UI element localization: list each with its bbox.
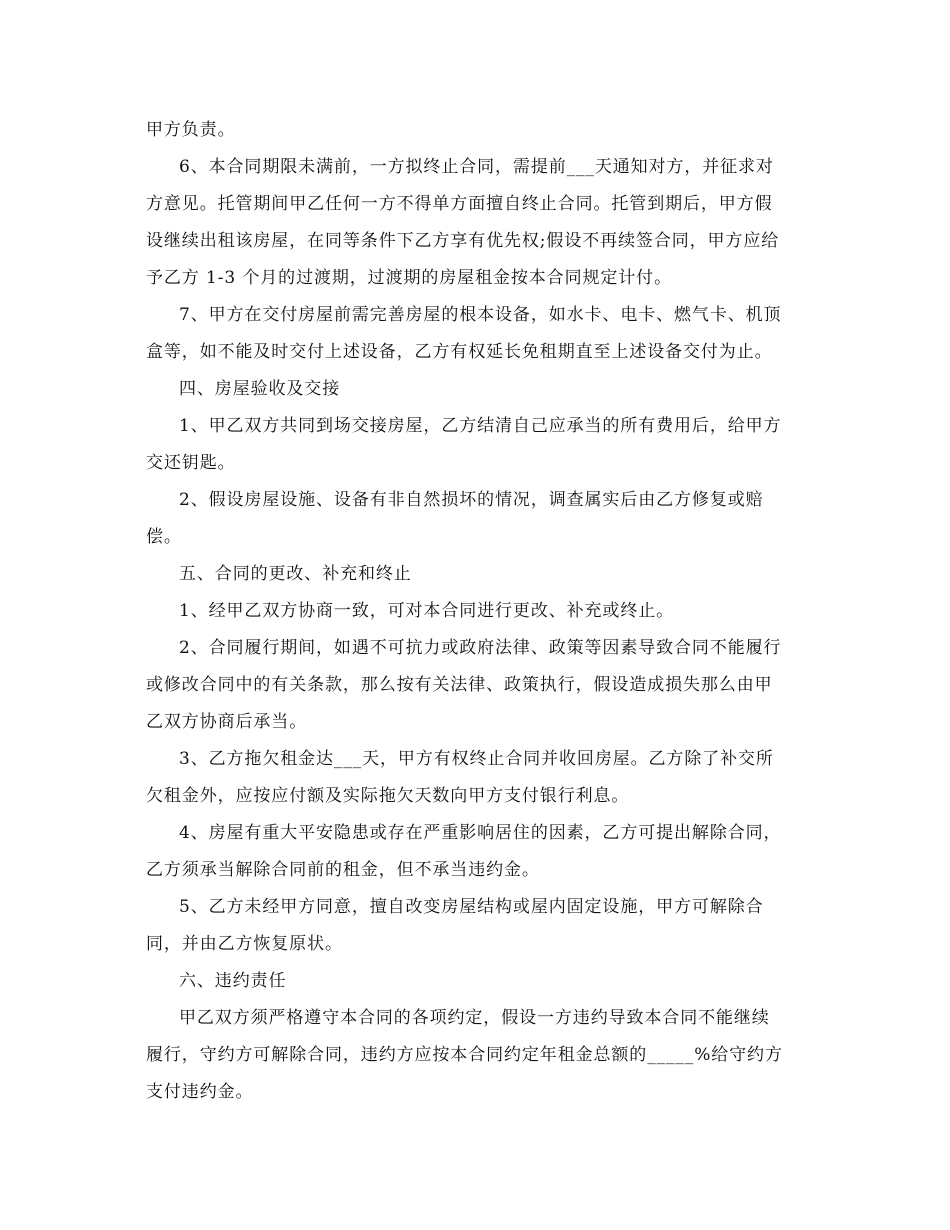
text-line: 甲方负责。: [146, 120, 236, 140]
text-line: 交还钥匙。: [146, 453, 236, 473]
text-line: 支付违约金。: [146, 1082, 254, 1102]
text-line: 7、甲方在交付房屋前需完善房屋的根本设备，如水卡、电卡、燃气卡、机顶: [179, 305, 782, 325]
text-line: 6、本合同期限未满前，一方拟终止合同，需提前___天通知对方，并征求对: [179, 157, 774, 177]
text-line: 或修改合同中的有关条款，那么按有关法律、政策执行，假设造成损失那么由甲: [146, 675, 773, 695]
text-line: 设继续出租该房屋，在同等条件下乙方享有优先权;假设不再续签合同，甲方应给: [146, 231, 780, 251]
text-line: 1、经甲乙双方协商一致，可对本合同进行更改、补充或终止。: [179, 601, 675, 621]
text-line: 盒等，如不能及时交付上述设备，乙方有权延长免租期直至上述设备交付为止。: [146, 342, 773, 362]
text-line: 方意见。托管期间甲乙任何一方不得单方面擅自终止合同。托管到期后，甲方假: [146, 194, 773, 214]
text-line: 2、合同履行期间，如遇不可抗力或政府法律、政策等因素导致合同不能履行: [179, 638, 782, 658]
text-line: 予乙方 1-3 个月的过渡期，过渡期的房屋租金按本合同规定计付。: [146, 268, 672, 288]
text-line: 欠租金外，应按应付额及实际拖欠天数向甲方支付银行利息。: [146, 786, 630, 806]
text-line: 甲乙双方须严格遵守本合同的各项约定，假设一方违约导致本合同不能继续: [179, 1008, 770, 1028]
section-heading: 五、合同的更改、补充和终止: [179, 564, 412, 584]
text-line: 履行，守约方可解除合同，违约方应按本合同约定年租金总额的_____%给守约方: [146, 1045, 783, 1065]
text-line: 4、房屋有重大平安隐患或存在严重影响居住的因素，乙方可提出解除合同，: [179, 823, 782, 843]
text-line: 2、假设房屋设施、设备有非自然损坏的情况，调查属实后由乙方修复或赔: [179, 490, 764, 510]
text-line: 乙方须承当解除合同前的租金，但不承当违约金。: [146, 860, 540, 880]
section-heading: 四、房屋验收及交接: [179, 379, 341, 399]
text-line: 乙双方协商后承当。: [146, 712, 308, 732]
section-heading: 六、违约责任: [179, 971, 287, 991]
text-line: 1、甲乙双方共同到场交接房屋，乙方结清自己应承当的所有费用后，给甲方: [179, 416, 782, 436]
text-line: 同，并由乙方恢复原状。: [146, 934, 343, 954]
text-line: 偿。: [146, 527, 182, 547]
text-line: 5、乙方未经甲方同意，擅自改变房屋结构或屋内固定设施，甲方可解除合: [179, 897, 764, 917]
text-line: 3、乙方拖欠租金达___天，甲方有权终止合同并收回房屋。乙方除了补交所: [179, 749, 774, 769]
